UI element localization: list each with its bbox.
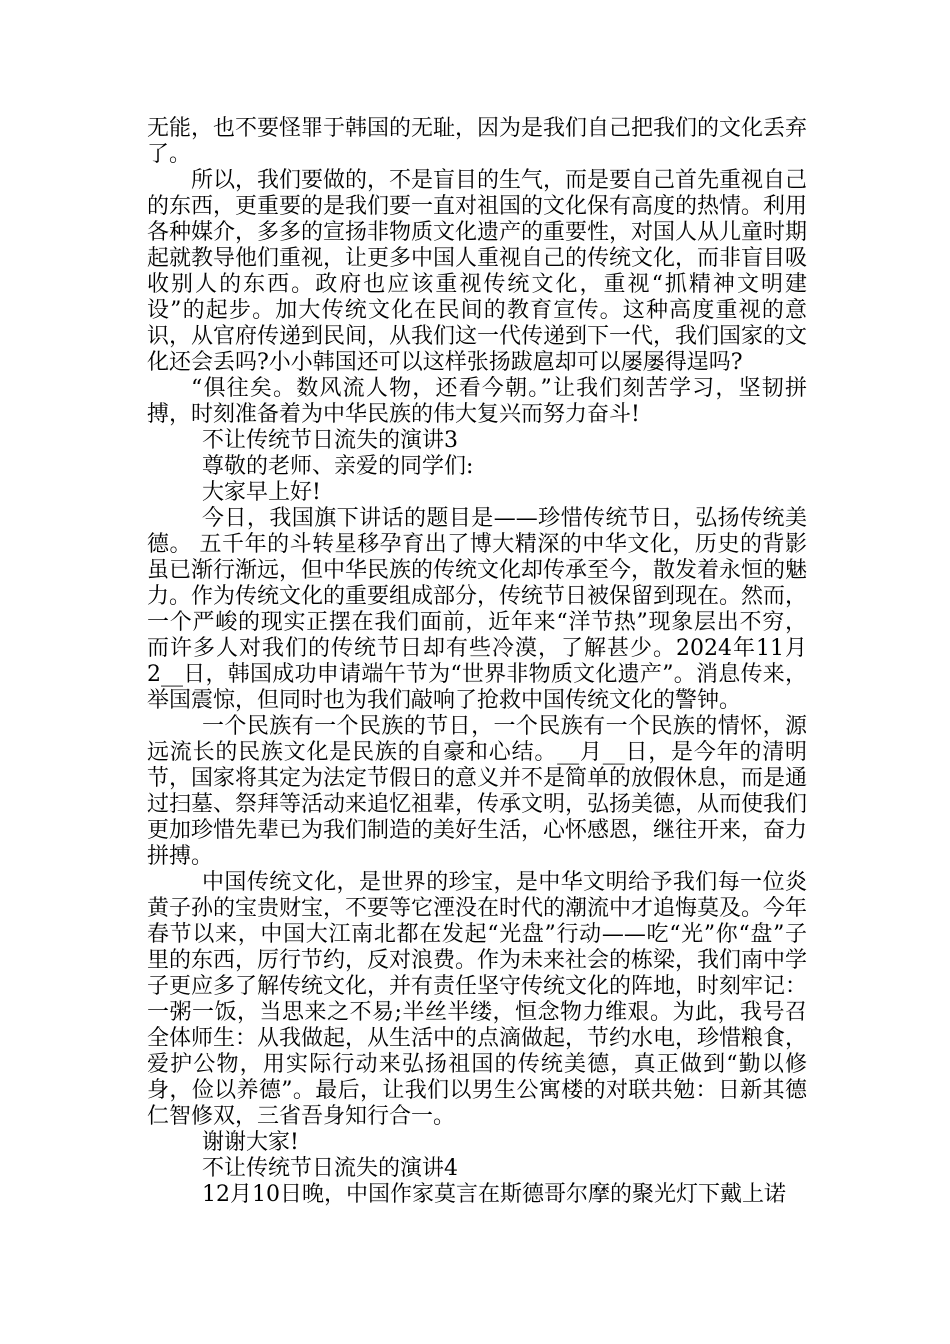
paragraph-call-to-action: 中国传统文化，是世界的珍宝，是中华文明给予我们每一位炎黄子孙的宝贵财宝，不要等它湮没在时代的潮流中才追悔莫及。今年春节以来，中国大江南北都在发起“光盘”行动——吃“光”你“盘”子里的东西，厉行节约，反对浪费。作为未来社会的栋梁，我们南中学子更应多了解传统文化，并有责任坚守传统文化的阵地，时刻牢记：一粥一饭，当思来之不易;半丝半缕，恒念物力维艰。为此，我号召全体师生：从我做起，从生活中的点滴做起，节约水电，珍惜粮食，爱护公物，用实际行动来弘扬祖国的传统美德，真正做到“勤以修身，俭以养德”。最后，让我们以男生公寓楼的对联共勉：日新其德仁智修双，三省吾身知行合一。 [147,870,808,1129]
greeting: 大家早上好! [202,480,321,505]
paragraph-festival-meaning: 一个民族有一个民族的节日，一个民族有一个民族的情怀，源远流长的民族文化是民族的自豪和心结。__月__日，是今年的清明节，国家将其定为法定节假日的意义并不是简单的放假休息，而是通过扫墓、祭拜等活动来追忆祖辈，传承文明，弘扬美德，从而使我们更加珍惜先辈已为我们制造的美好生活，心怀感恩，继往开来，奋力拼搏。 [147,714,808,869]
paragraph-continuation: 无能，也不要怪罪于韩国的无耻，因为是我们自己把我们的文化丢弃了。 [147,116,808,167]
salutation: 尊敬的老师、亲爱的同学们: [202,454,474,479]
paragraph-quote: “俱往矣。数风流人物，还看今朝。”让我们刻苦学习，坚韧拼搏，时刻准备着为中华民族的伟大复兴而努力奋斗! [147,376,807,427]
paragraph-moyan-intro: 12月10日晚，中国作家莫言在斯德哥尔摩的聚光灯下戴上诺 [202,1182,786,1207]
document-page [147,116,807,1208]
closing-thanks: 谢谢大家! [202,1130,299,1155]
paragraph-speech-intro: 今日，我国旗下讲话的题目是——珍惜传统节日，弘扬传统美德。 五千年的斗转星移孕育出了博大精深的中华文化，历史的背影虽已渐行渐远，但中华民族的传统文化却传承至今，散发着永恒的魅力。作为传统文化的重要组成部分，传统节日被保留到现在。然而，一个严峻的现实正摆在我们面前，近年来“洋节热”现象层出不穷，而许多人对我们的传统节日却有些冷漠，了解甚少。2024年11月2__日，韩国成功申请端午节为“世界非物质文化遗产”。消息传来，举国震惊，但同时也为我们敲响了抢救中国传统文化的警钟。 [147,506,808,713]
paragraph-cultural-awareness: 所以，我们要做的，不是盲目的生气，而是要自己首先重视自己的东西，更重要的是我们要一直对祖国的文化保有高度的热情。利用各种媒介，多多的宣扬非物质文化遗产的重要性，对国人从儿童时期起就教导他们重视，让更多中国人重视自己的传统文化，而非盲目吸收别人的东西。政府也应该重视传统文化，重视“抓精神文明建设”的起步。加大传统文化在民间的教育宣传。这种高度重视的意识，从官府传递到民间，从我们这一代传递到下一代，我们国家的文化还会丢吗?小小韩国还可以这样张扬跋扈却可以屡屡得逞吗? [147,168,808,375]
speech-title-3: 不让传统节日流失的演讲3 [202,428,458,453]
speech-title-4: 不让传统节日流失的演讲4 [202,1156,458,1181]
